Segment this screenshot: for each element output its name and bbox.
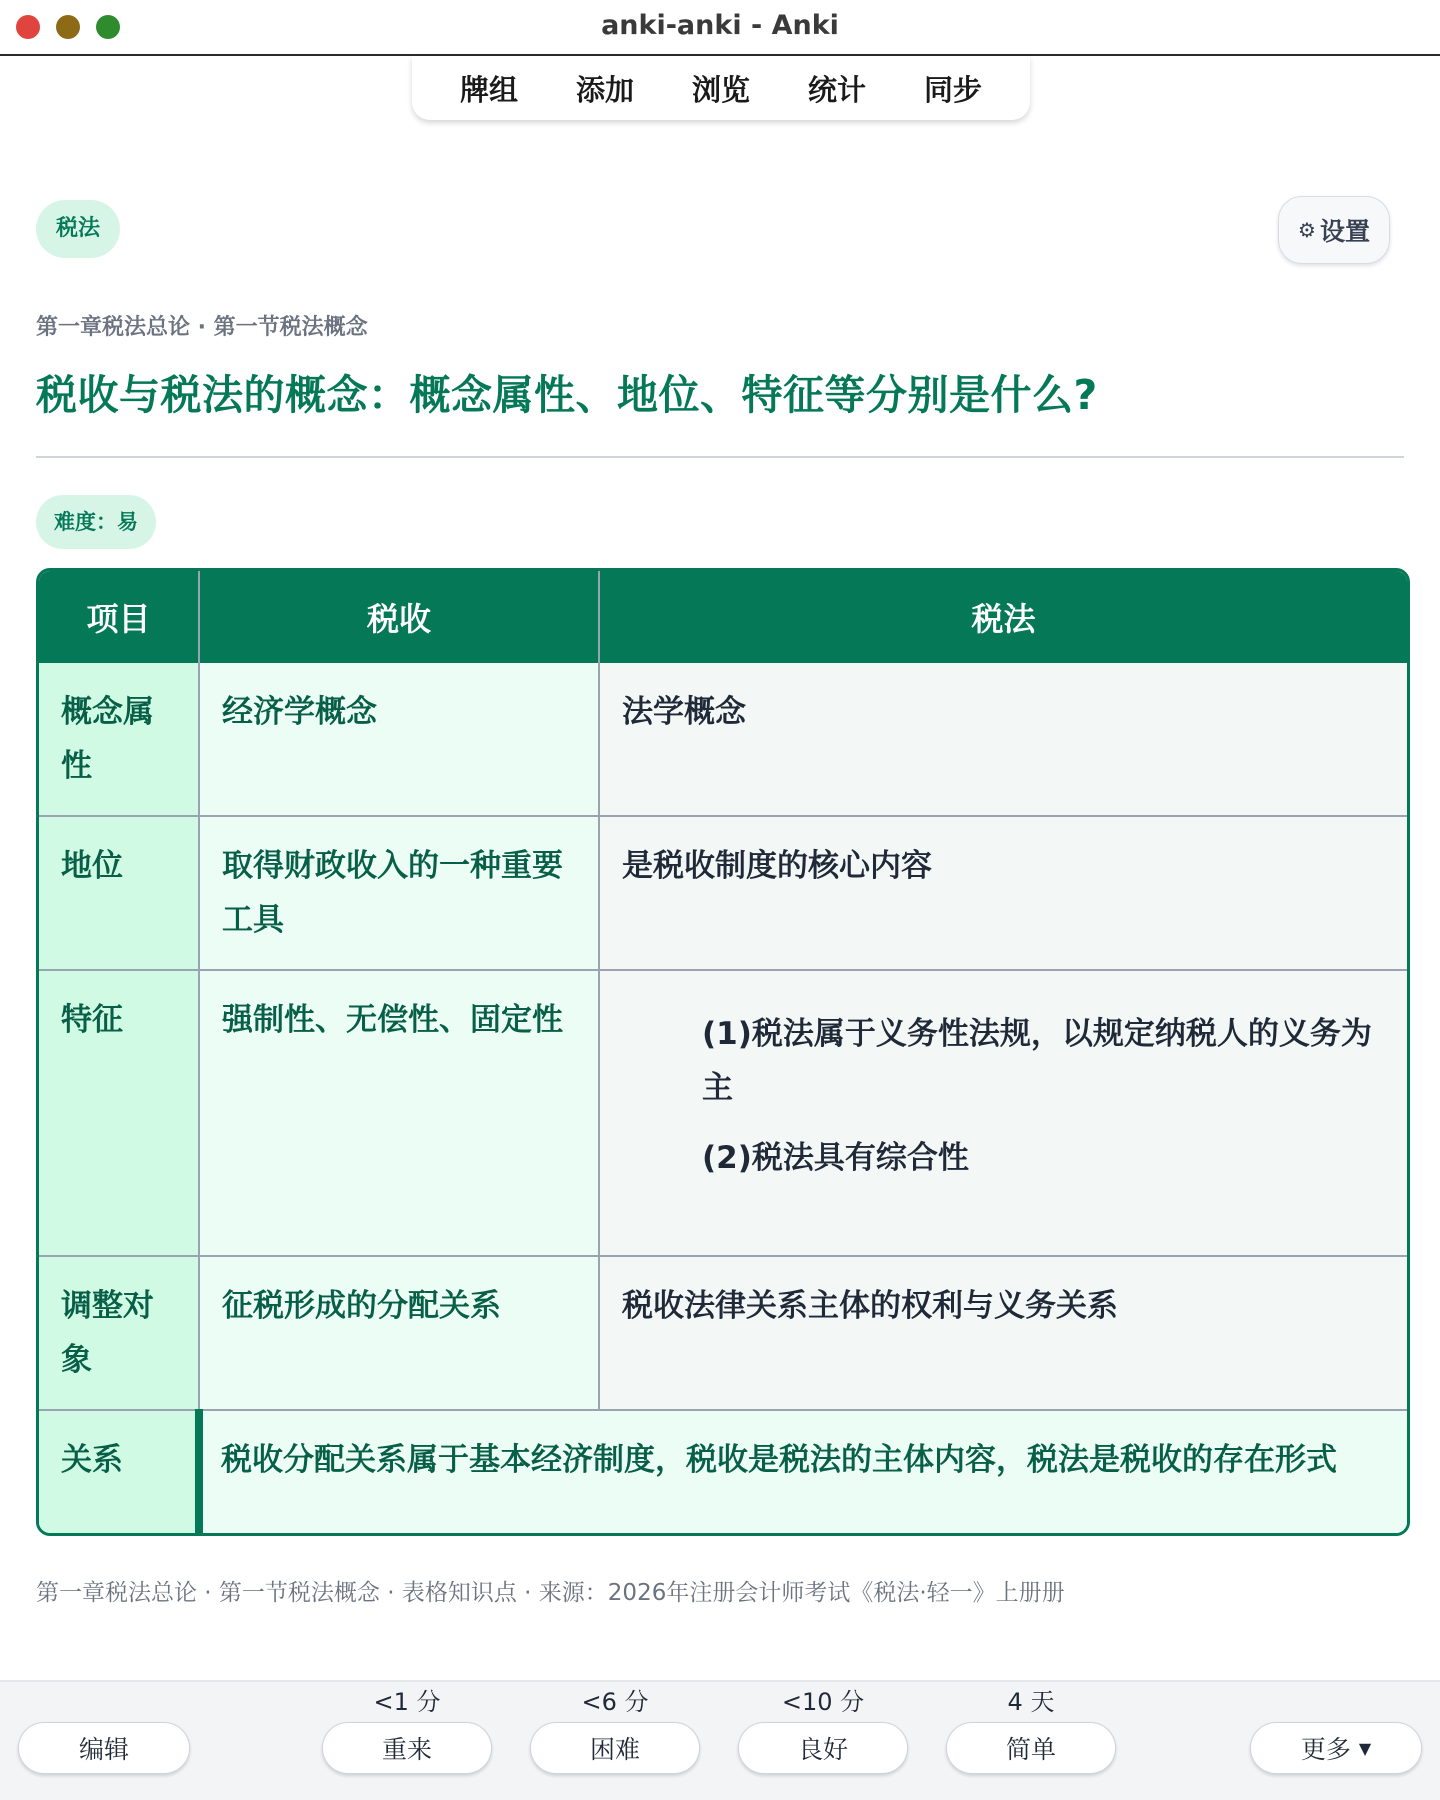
- table-row: [39, 663, 1407, 816]
- settings-button[interactable]: [1278, 196, 1390, 264]
- row-head: 地位: [39, 816, 199, 970]
- tax-cell: 征税形成的分配关系: [199, 1256, 599, 1410]
- table-row: [39, 1256, 1407, 1410]
- main-toolbar: [412, 56, 1030, 120]
- more-label: 更多: [1300, 1735, 1351, 1764]
- interval-easy: 4 天: [1007, 1688, 1055, 1716]
- edit-button[interactable]: 编辑: [18, 1722, 190, 1774]
- tax-cell: 经济学概念: [199, 663, 599, 816]
- knowledge-table: [36, 568, 1410, 1536]
- caret-down-icon: ▼: [1358, 1738, 1372, 1758]
- relation-cell: 税收分配关系属于基本经济制度，税收是税法的主体内容，税法是税收的存在形式: [199, 1410, 1407, 1533]
- list-item: (1)税法属于义务性法规，以规定纳税人的义务为主: [702, 1016, 1372, 1106]
- window-title: anki-anki - Anki: [601, 10, 839, 41]
- table-header-law: 税法: [599, 571, 1407, 663]
- tax-cell: 强制性、无偿性、固定性: [199, 970, 599, 1256]
- difficulty-badge: 难度：易: [36, 495, 156, 549]
- law-cell: 是税收制度的核心内容: [599, 816, 1407, 970]
- more-button[interactable]: [1250, 1722, 1422, 1774]
- toolbar-decks[interactable]: 牌组: [459, 72, 518, 107]
- answer-bar: [0, 1680, 1440, 1800]
- toolbar-browse[interactable]: 浏览: [691, 72, 750, 107]
- tax-cell: 取得财政收入的一种重要工具: [199, 816, 599, 970]
- interval-good: <10 分: [781, 1688, 865, 1716]
- law-feature-list: [622, 993, 1385, 1185]
- toolbar-sync[interactable]: 同步: [924, 72, 983, 107]
- row-head: 关系: [39, 1410, 199, 1533]
- deck-tag: 税法: [36, 200, 120, 258]
- table-row: [39, 1410, 1407, 1533]
- divider: [36, 456, 1404, 458]
- interval-again: <1 分: [373, 1688, 441, 1716]
- row-head: 调整对象: [39, 1256, 199, 1410]
- table-row: [39, 816, 1407, 970]
- toolbar-stats[interactable]: 统计: [808, 72, 867, 107]
- window-titlebar: [0, 0, 1440, 56]
- card-title: 税收与税法的概念：概念属性、地位、特征等分别是什么?: [36, 371, 1098, 419]
- settings-label: 设置: [1319, 217, 1370, 246]
- toolbar-add[interactable]: 添加: [575, 72, 634, 107]
- law-cell: [599, 970, 1407, 1256]
- good-button[interactable]: 良好: [738, 1722, 908, 1774]
- table-header-item: 项目: [39, 571, 199, 663]
- source-note: 第一章税法总论 · 第一节税法概念 · 表格知识点 · 来源：2026年注册会计师考试《税法·轻一》上册册: [36, 1580, 1065, 1606]
- list-item: (2)税法具有综合性: [702, 1140, 969, 1176]
- breadcrumb: 第一章税法总论 · 第一节税法概念: [36, 315, 368, 340]
- row-head: 特征: [39, 970, 199, 1256]
- interval-hard: <6 分: [581, 1688, 649, 1716]
- row-head: 概念属性: [39, 663, 199, 816]
- law-cell: 税收法律关系主体的权利与义务关系: [599, 1256, 1407, 1410]
- table-row: [39, 970, 1407, 1256]
- gear-icon: ⚙: [1298, 218, 1316, 242]
- hard-button[interactable]: 困难: [530, 1722, 700, 1774]
- table-header-row: [39, 571, 1407, 663]
- easy-button[interactable]: 简单: [946, 1722, 1116, 1774]
- again-button[interactable]: 重来: [322, 1722, 492, 1774]
- table-header-tax: 税收: [199, 571, 599, 663]
- law-cell: 法学概念: [599, 663, 1407, 816]
